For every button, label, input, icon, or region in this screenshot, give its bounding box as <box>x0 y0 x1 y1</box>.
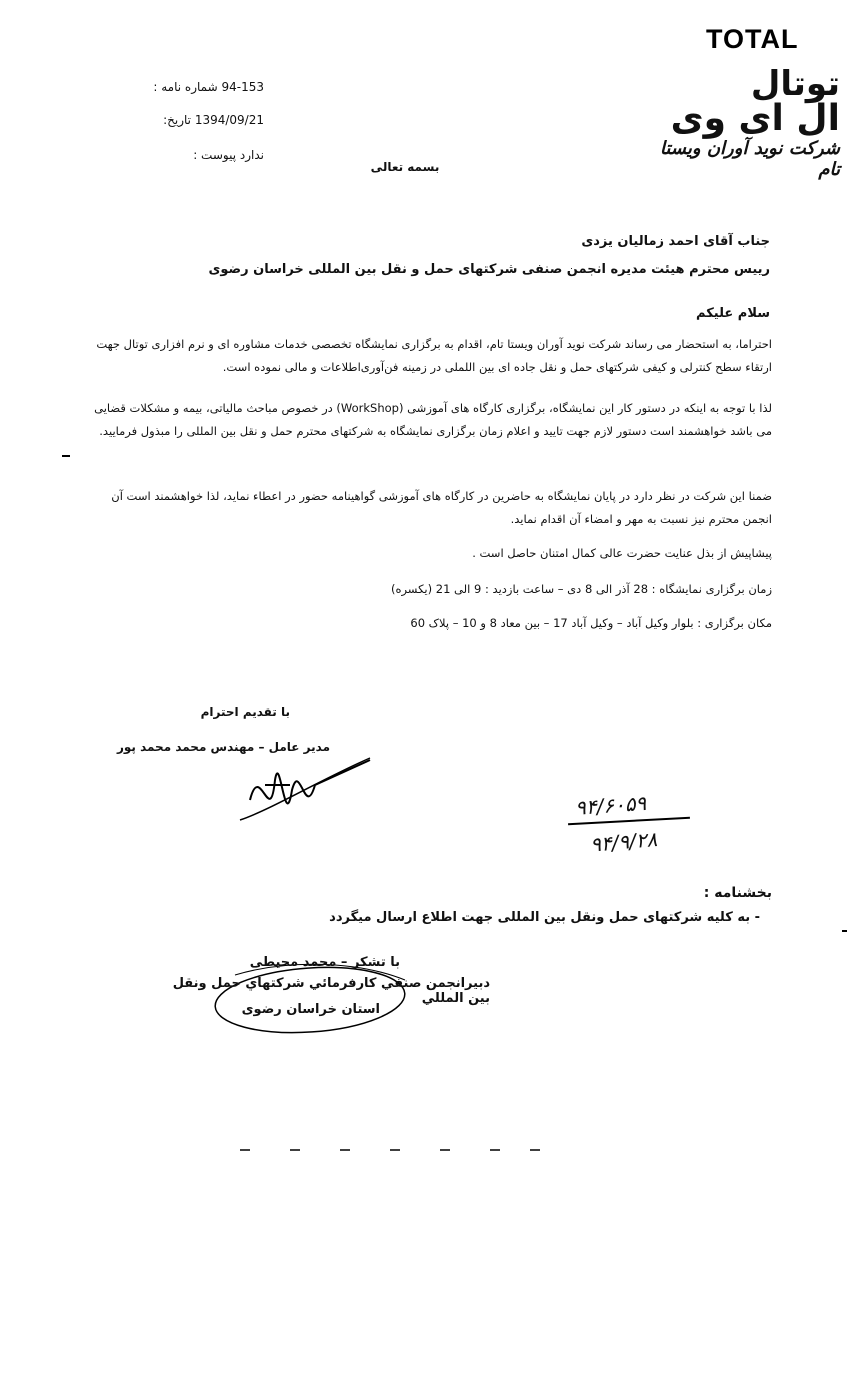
basmala-heading: بسمه تعالی <box>370 160 440 174</box>
greeting: سلام علیکم <box>696 306 770 321</box>
company-name: شرکت نوید آوران ویستا تام <box>659 138 840 180</box>
handwritten-date: ۹۴/۹/۲۸ <box>589 826 659 857</box>
letter-number <box>120 80 270 94</box>
endorsement-province: استان خراسان رضوی <box>241 1002 380 1017</box>
endorsement-thanks: با تشکر – محمد محیطی <box>249 955 400 970</box>
event-time: زمان برگزاری نمایشگاه : 28 آذر الی 8 دی – ساعت بازدید : 9 الی 21 (یکسره) <box>390 582 772 596</box>
letter-date <box>120 113 270 127</box>
letter-number-value: 94-153 <box>221 80 264 94</box>
letter-attachment-value: ندارد <box>239 148 264 162</box>
body-paragraph-4: پیشاپیش از بذل عنایت حضرت عالی کمال امتنان حاصل است . <box>472 546 772 560</box>
letter-date-value: 1394/09/21 <box>194 113 264 127</box>
recipient-name: جناب آقای احمد زمالیان یزدی <box>581 234 770 249</box>
brand-persian-line1: توتال <box>750 64 840 104</box>
letter-date-label: تاریخ: <box>163 113 191 127</box>
endorsement-secretary: دبیرانجمن صنفي كارفرمائي شركتهاي حمل ونقل بين المللي <box>172 976 490 1006</box>
handwritten-signature <box>230 740 380 840</box>
event-place: مکان برگزاری : بلوار وکیل آباد – وکیل آباد 17 – بین معاد 8 و 10 – پلاک 60 <box>410 616 772 630</box>
recipient-title: رییس محترم هیئت مدیره انجمن صنفی شرکتهای حمل و نقل بین المللی خراسان رضوی <box>208 262 770 277</box>
circular-heading: بخشنامه : <box>703 885 772 901</box>
letter-number-label: شماره نامه : <box>153 80 218 94</box>
closing-regards: با تقدیم احترام <box>200 705 290 719</box>
handwritten-reference-number: ۹۴/۶۰۵۹ <box>574 790 648 820</box>
scan-dashes <box>240 1148 540 1152</box>
circular-text: - به کلیه شرکتهای حمل ونقل بین المللی جهت اطلاع ارسال میگردد <box>329 910 760 925</box>
body-paragraph-3: ضمنا این شرکت در نظر دارد در پایان نمایشگاه به حاضرین در کارگاه های آموزشی گواهینامه حضور در اعطاء نماید، لذا خواهشمند است آن انجمن محترم نیز نسبت به مهر و امضاء آن اقدام نماید. <box>111 489 772 526</box>
scan-mark <box>842 930 847 932</box>
body-paragraph-2: لذا با توجه به اینکه در دستور کار این نمایشگاه، برگزاری کارگاه های آموزشی (WorkShop) در خصوص مباحث مالیاتی، بیمه و مشکلات قضایی می باشد خواهشمند است دستور لازم جهت تایید و اعلام زمان برگزاری نمایشگاه به شرکتهای محترم حمل و نقل بین المللی را مبذول فرمایید. <box>94 401 772 438</box>
brand-persian-line2: ال ای وی <box>670 98 840 139</box>
letter-attachment <box>120 148 270 162</box>
letter-attachment-label: پیوست : <box>193 148 237 162</box>
scan-mark <box>62 455 70 457</box>
signer-name: مدیر عامل – مهندس محمد محمد پور <box>116 740 330 754</box>
body-paragraph-1: احتراما، به استحضار می رساند شرکت نوید آوران ویستا تام، اقدام به برگزاری نمایشگاه تخصصی خدمات مشاوره ای و نرم افزاری توتال جهت ارتقاء سطح کنترلی و کیفی شرکتهای حمل و نقل جاده ای بین اللملی در زمینه فن‌آوری‌اطلاعات و مالی نموده است. <box>96 337 772 374</box>
total-logo: TOTAL <box>706 24 799 54</box>
